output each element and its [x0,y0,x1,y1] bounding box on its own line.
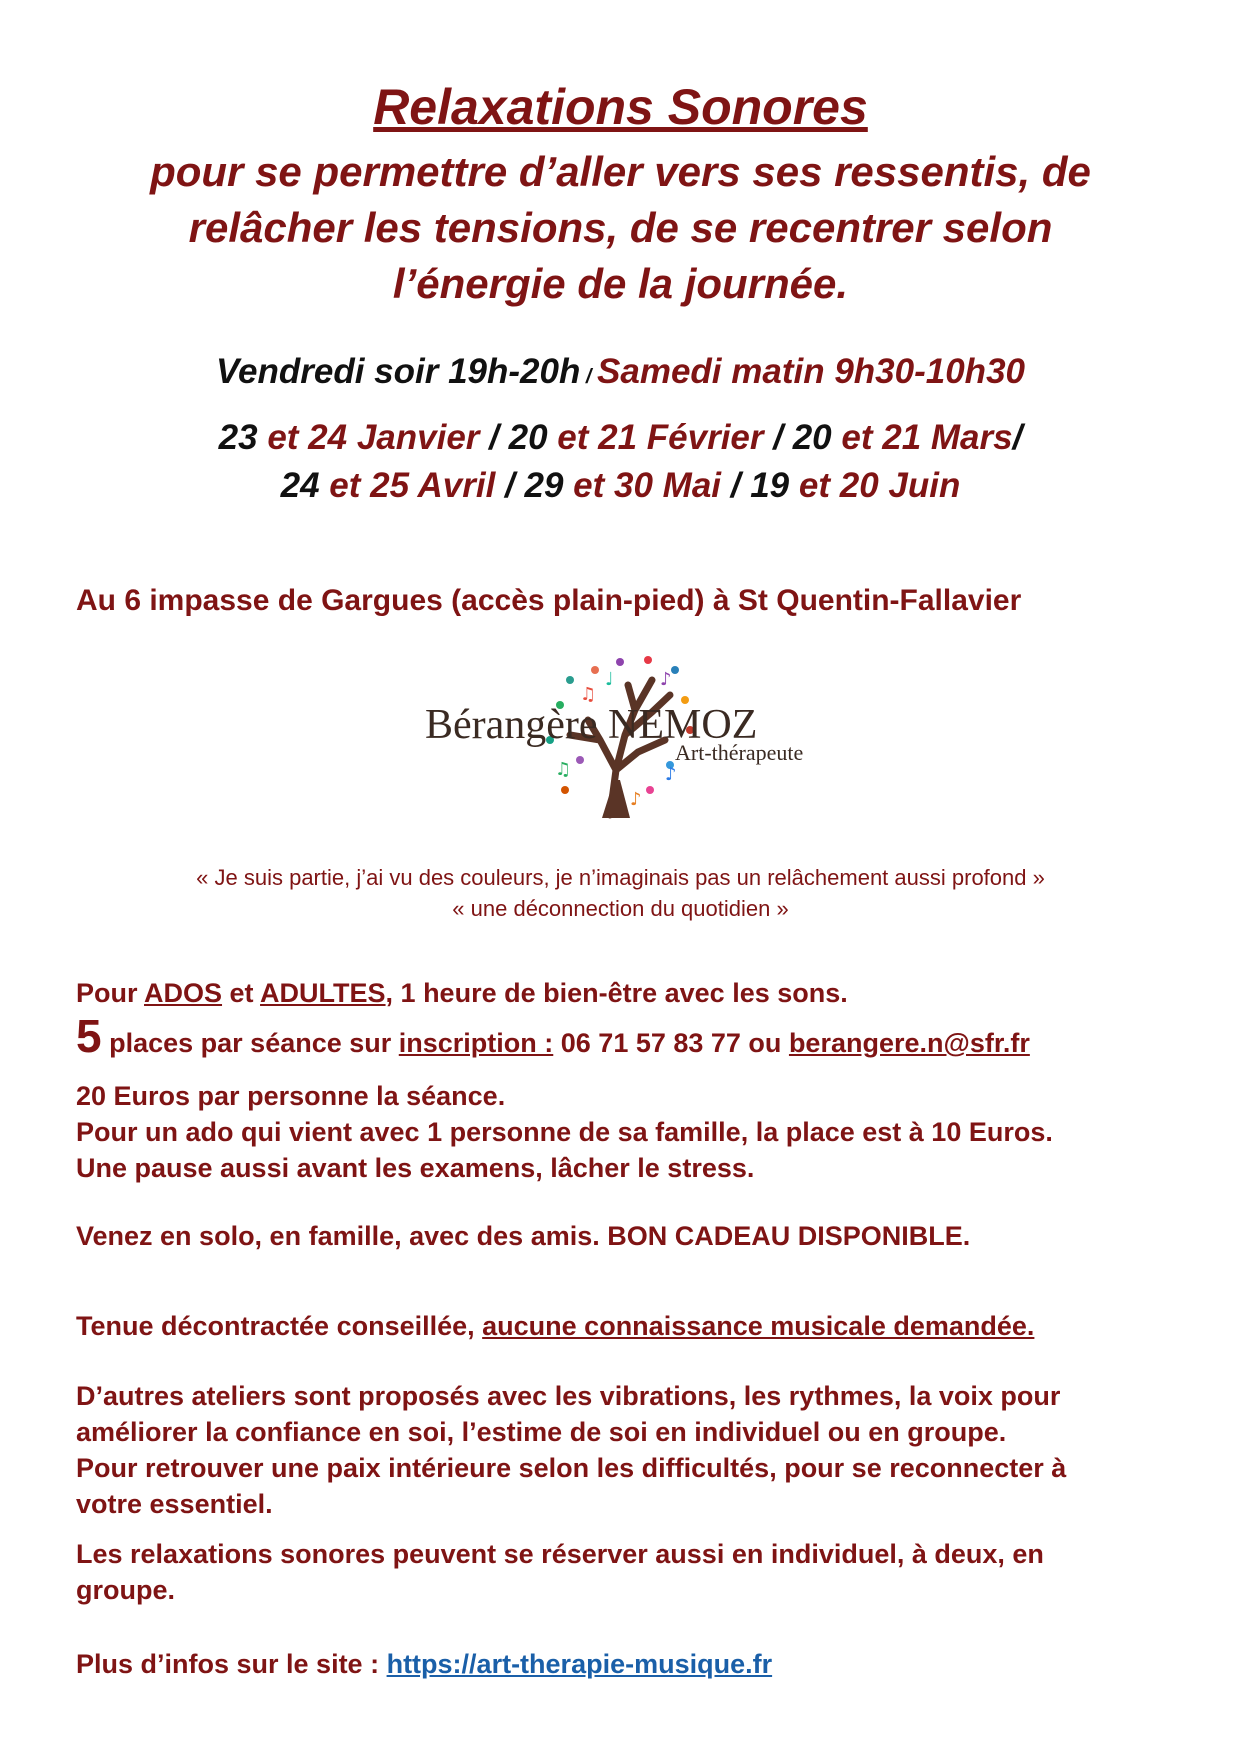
svg-text:♪: ♪ [665,764,677,785]
email-link[interactable]: berangere.n@sfr.fr [788,1028,1030,1058]
date-segment: / [495,466,525,505]
subtitle-line: pour se permettre d’aller vers ses ressentis, de [150,148,1091,195]
logo [420,640,840,820]
subtitle [0,144,1241,312]
svg-text:♪: ♪ [660,669,672,690]
date-segment: et [319,466,371,505]
testimonial-quote: « une déconnection du quotidien » [452,896,789,921]
ateliers-line: D’autres ateliers sont proposés avec les vibrations, les rythmes, la voix pour [76,1381,1061,1411]
date-segment: 24 [280,466,320,505]
tenue-line [76,1308,1186,1344]
svg-text:♪: ♪ [630,789,642,810]
svg-text:♫: ♫ [580,684,597,705]
address: Au 6 impasse de Gargues (accès plain-pied) à St Quentin-Fallavier [76,584,1022,617]
individuel-block [76,1536,1186,1608]
schedule-friday: Vendredi soir 19h-20h [215,352,581,391]
phone-number: 06 71 57 83 77 ou [553,1028,789,1058]
logo-name: Bérangère NEMOZ [425,702,758,748]
audience-adultes: ADULTES [260,978,386,1008]
places-text: places par séance sur [101,1028,399,1058]
date-segment: et [789,466,840,505]
pricing-line: 20 Euros par personne la séance. [76,1081,506,1111]
tree-logo-icon [420,640,840,820]
tenue-pre: Tenue décontractée conseillée, [76,1311,483,1341]
date-segment: 21 Mars [882,418,1013,457]
audience-pre: Pour [76,978,145,1008]
audience-post: , 1 heure de bien-être avec les sons. [385,978,848,1008]
places-line [76,1010,1186,1062]
date-segment: 23 [218,418,258,457]
ateliers-line: votre essentiel. [76,1489,273,1519]
date-segment: / [479,418,509,457]
date-segment: 30 Mai [614,466,722,505]
date-segment: et [257,418,309,457]
date-segment: 25 Avril [370,466,496,505]
dates-line-1 [0,414,1241,462]
audience-ados: ADOS [144,978,223,1008]
svg-text:♩: ♩ [605,669,614,690]
date-segment: et [563,466,615,505]
individuel-line: Les relaxations sonores peuvent se réserver aussi en individuel, à deux, en [76,1539,1044,1569]
date-segment: / [1012,418,1023,457]
date-segment: et [831,418,883,457]
infos-line [76,1646,1186,1682]
logo-tagline: Art-thérapeute [675,740,804,765]
subtitle-line: relâcher les tensions, de se recentrer selon [188,204,1053,251]
subtitle-line: l’énergie de la journée. [392,260,849,307]
individuel-line: groupe. [76,1575,175,1605]
infos-pre: Plus d’infos sur le site : [76,1649,387,1679]
inscription-label: inscription : [398,1028,554,1058]
svg-text:♫: ♫ [555,759,572,780]
solo-line: Venez en solo, en famille, avec des amis. BON CADEAU DISPONIBLE. [76,1221,971,1251]
testimonial-quote: « Je suis partie, j’ai vu des couleurs, je n’imaginais pas un relâchement aussi profond » [196,865,1045,890]
ateliers-line: améliorer la confiance en soi, l’estime de soi en individuel ou en groupe. [76,1417,1007,1447]
date-segment: 21 Février [598,418,764,457]
date-segment: 24 Janvier [308,418,480,457]
schedule [0,352,1241,392]
dates-line-2 [0,462,1241,510]
website-link[interactable]: https://art-therapie-musique.fr [386,1649,773,1679]
pricing-line: Pour un ado qui vient avec 1 personne de sa famille, la place est à 10 Euros. [76,1117,1053,1147]
dates [0,414,1241,510]
testimonials [0,862,1241,924]
schedule-separator: / [580,366,598,388]
date-segment: 20 Juin [839,466,961,505]
date-segment: et [547,418,599,457]
ateliers-line: Pour retrouver une paix intérieure selon les difficultés, pour se reconnecter à [76,1453,1067,1483]
page-title: Relaxations Sonores [373,79,868,135]
tenue-underlined: aucune connaissance musicale demandée. [482,1311,1035,1341]
audience-line [76,975,1186,1011]
date-segment: 19 [750,466,790,505]
pricing-block [76,1078,1186,1186]
ateliers-block [76,1378,1186,1522]
audience-mid: et [222,978,261,1008]
schedule-saturday: Samedi matin 9h30-10h30 [597,352,1025,391]
date-segment: / [763,418,793,457]
date-segment: / [721,466,751,505]
pricing-line: Une pause aussi avant les examens, lâcher le stress. [76,1153,755,1183]
date-segment: 29 [524,466,564,505]
places-count: 5 [76,1010,102,1062]
date-segment: 20 [792,418,832,457]
date-segment: 20 [508,418,548,457]
